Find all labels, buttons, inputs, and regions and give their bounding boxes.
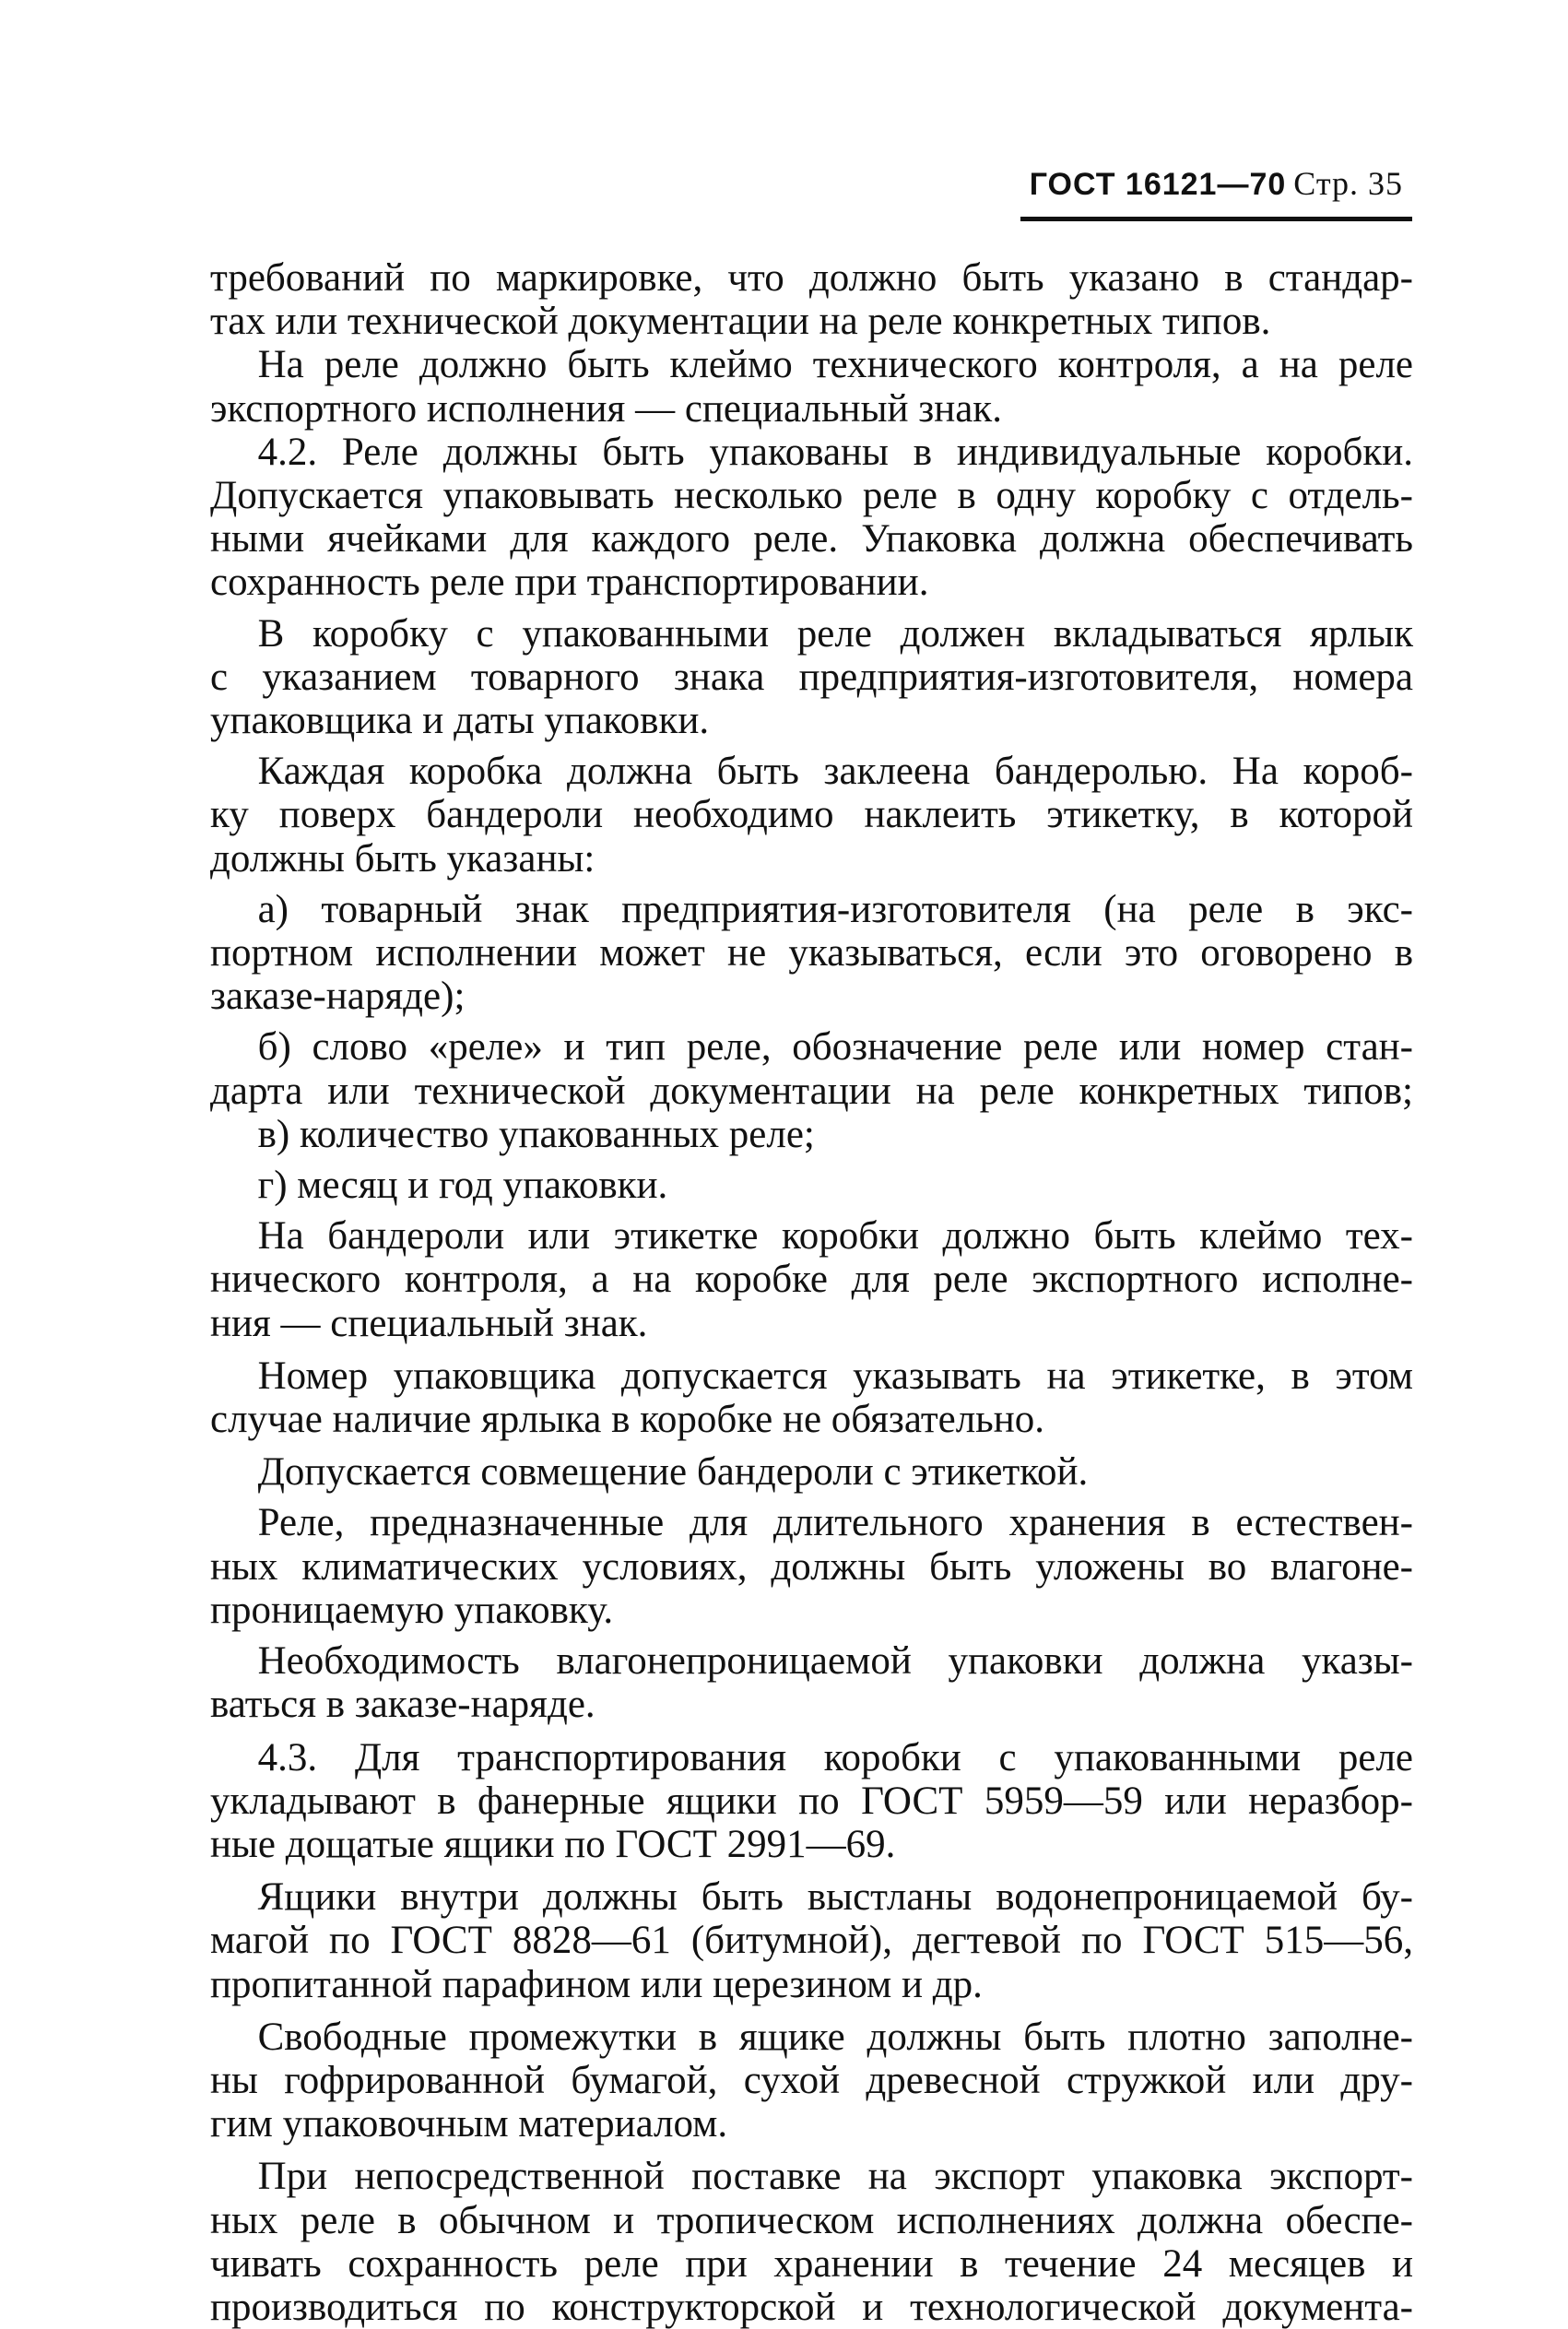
text-line: 4.2. Реле должны быть упакованы в индивидуальные коробки. [257, 430, 1413, 474]
list-item [210, 888, 1413, 1019]
list-item [210, 1113, 1413, 1156]
text-line: гим упаковочным материалом. [210, 2102, 728, 2146]
text-line: ные дощатые ящики по ГОСТ 2991—69. [210, 1822, 896, 1866]
text-line: нического контроля, а на коробке для реле экспортного исполне- [210, 1258, 1413, 1302]
paragraph [210, 1736, 1413, 1867]
text-line: случае наличие ярлыка в коробке не обязательно. [210, 1398, 1045, 1442]
text-line: укладывают в фанерные ящики по ГОСТ 5959—59 или неразбор- [210, 1779, 1413, 1823]
paragraph [210, 1639, 1413, 1726]
header-rule [1020, 217, 1412, 221]
text-line: На реле должно быть клеймо технического контроля, а на реле [257, 343, 1413, 387]
text-line: ных реле в обычном и тропическом исполнениях должна обеспе- [210, 2198, 1413, 2242]
text-line: сохранность реле при транспортировании. [210, 561, 929, 605]
text-line: В коробку с упакованными реле должен вкладываться ярлык [257, 611, 1413, 656]
text-line: ных климатических условиях, должны быть уложены во влагоне- [210, 1544, 1413, 1589]
text-line: Номер упаковщика допускается указывать на этикетке, в этом [257, 1354, 1413, 1398]
body-text [210, 256, 1413, 2329]
text-line: На бандероли или этикетке коробки должно быть клеймо тех- [257, 1214, 1413, 1259]
page-number: Стр. 35 [1293, 165, 1403, 202]
text-line: требований по маркировке, что должно быть указано в стандар- [210, 256, 1413, 300]
text-line: Реле, предназначенные для длительного хранения в естествен- [257, 1501, 1413, 1545]
text-line: портном исполнении может не указываться, если это оговорено в [210, 931, 1413, 975]
text-line: а) товарный знак предприятия-изготовителя (на реле в экс- [257, 887, 1413, 931]
text-line: магой по ГОСТ 8828—61 (битумной), дегтевой по ГОСТ 515—56, [210, 1919, 1413, 1963]
text-line: Каждая коробка должна быть заклеена бандеролью. На короб- [257, 750, 1413, 794]
text-line: чивать сохранность реле при хранении в течение 24 месяцев и [210, 2241, 1413, 2286]
text-line: Свободные промежутки в ящике должны быть плотно заполне- [257, 2015, 1413, 2059]
text-line: дарта или технической документации на реле конкретных типов; [210, 1069, 1413, 1113]
text-line: заказе-наряде); [210, 975, 466, 1019]
paragraph [210, 750, 1413, 881]
text-line: в) количество упакованных реле; [257, 1112, 815, 1156]
paragraph [210, 2016, 1413, 2146]
text-line: ваться в заказе-наряде. [210, 1683, 595, 1727]
text-line: При непосредственной поставке на экспорт упаковка экспорт- [257, 2155, 1413, 2199]
running-header [1020, 164, 1412, 221]
text-line: производиться по конструкторской и технологической документа- [210, 2285, 1413, 2329]
paragraph [210, 256, 1413, 343]
paragraph [210, 1214, 1413, 1345]
text-line: б) слово «реле» и тип реле, обозначение реле или номер стан- [257, 1025, 1413, 1070]
paragraph [210, 343, 1413, 430]
text-line: ния — специальный знак. [210, 1301, 648, 1345]
header-text [1030, 164, 1403, 203]
paragraph [210, 1501, 1413, 1632]
text-line: экспортного исполнения — специальный знак. [210, 386, 1002, 431]
text-line: должны быть указаны: [210, 836, 595, 881]
text-line: Допускается совмещение бандероли с этикеткой. [257, 1450, 1089, 1495]
text-line: г) месяц и год упаковки. [257, 1164, 668, 1208]
standard-number: ГОСТ 16121—70 [1029, 167, 1287, 202]
text-line: ку поверх бандероли необходимо наклеить этикетку, в которой [210, 793, 1413, 837]
text-line: ны гофрированной бумагой, сухой древесной стружкой или дру- [210, 2058, 1413, 2102]
text-line: тах или технической документации на реле конкретных типов. [210, 300, 1271, 344]
text-line: с указанием товарного знака предприятия-изготовителя, номера [210, 655, 1413, 699]
text-line: проницаемую упаковку. [210, 1588, 614, 1632]
paragraph [210, 1450, 1413, 1494]
paragraph [210, 612, 1413, 743]
paragraph [210, 1354, 1413, 1441]
paragraph [210, 1875, 1413, 2006]
list-item [210, 1025, 1413, 1112]
text-line: упаковщика и даты упаковки. [210, 699, 710, 743]
text-line: пропитанной парафином или церезином и др. [210, 1962, 983, 2006]
text-line: Допускается упаковывать несколько реле в одну коробку с отдель- [210, 474, 1413, 518]
text-line: Ящики внутри должны быть выстланы водонепроницаемой бу- [257, 1875, 1413, 1920]
text-line: ными ячейками для каждого реле. Упаковка должна обеспечивать [210, 517, 1413, 562]
paragraph [210, 2155, 1413, 2329]
paragraph [210, 431, 1413, 605]
text-line: Необходимость влагонепроницаемой упаковки должна указы- [257, 1639, 1413, 1684]
list-item [210, 1164, 1413, 1207]
text-line: 4.3. Для транспортирования коробки с упакованными реле [257, 1735, 1413, 1779]
